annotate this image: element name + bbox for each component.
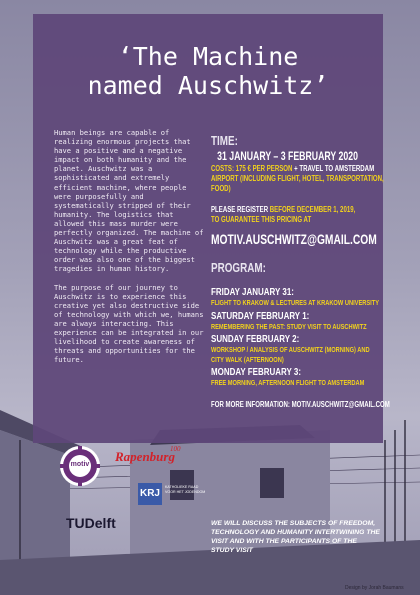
discussion-note: WE WILL DISCUSS THE SUBJECTS OF FREEDOM, TECHNOLOGY AND HUMANITY INTERTWINING THE VISIT AND WITH THE PARTICIPANTS OF THE STUDY VISIT xyxy=(211,520,380,554)
time-heading: TIME: xyxy=(211,133,238,148)
program-activity-1: FLIGHT TO KRAKOW & LECTURES AT KRAKOW UNIVERSITY xyxy=(211,298,380,307)
register-deadline: BEFORE DECEMBER 1, 2019, xyxy=(269,205,356,214)
program-activity-3: WORKSHOP / ANALYSIS OF AUSCHWITZ (MORNING) AND CITY WALK (AFTERNOON) xyxy=(211,345,370,364)
intro-text xyxy=(54,128,204,373)
costs-block xyxy=(211,164,384,194)
design-credit: Design by Jorah Baumans xyxy=(345,585,404,591)
costs-label: COSTS: 175 € PER PERSON xyxy=(211,164,293,173)
rapenburg-logo xyxy=(115,447,187,471)
intro-paragraph-2: The purpose of our journey to Auschwitz is to experience this creative yet also destructive side of technology with which we, humans are always interacting. This experience can be integrated in our livelihood to create awareness of threats and opportunities for the future. xyxy=(54,282,204,365)
poster-title xyxy=(33,42,383,100)
costs-includes: AIRPORT (INCLUDING FLIGHT, HOTEL, TRANSPORTATION, xyxy=(211,174,384,183)
register-block xyxy=(211,205,356,225)
program-activity-4: FREE MORNING, AFTERNOON FLIGHT TO AMSTERDAM xyxy=(211,378,365,387)
program-day-2: SATURDAY FEBRUARY 1: xyxy=(211,309,310,322)
intro-paragraph-1: Human beings are capable of realizing enormous projects that have a positive and a negative impact on both humanity and the planet. Auschwitz was a sophisticated and extremely efficient machine, where people were purposefully and systematically stripped of their humanity. The logistics that allowed this mass murder were perfectly organized. The machine of Auschwitz was a great feat of technology while the productive order was also one of the biggest tragedies in human history. xyxy=(54,128,204,274)
tudelft-text: TUDelft xyxy=(66,515,116,531)
program-list xyxy=(211,286,379,388)
title-line-2: named Auschwitz’ xyxy=(87,71,329,100)
krj-mark: KRJ xyxy=(138,483,162,505)
costs-travel: + TRAVEL TO AMSTERDAM xyxy=(294,164,375,173)
rapenburg-text: Rapenburg xyxy=(115,449,175,464)
program-day-4: MONDAY FEBRUARY 3: xyxy=(211,366,302,378)
rapenburg-number: 100 xyxy=(170,445,181,453)
motiv-logo xyxy=(60,446,100,486)
program-heading: PROGRAM: xyxy=(211,260,266,275)
register-guarantee: TO GUARANTEE THIS PRICING AT xyxy=(211,215,312,224)
program-day-3: SUNDAY FEBRUARY 2: xyxy=(211,333,300,345)
motiv-text: motiv xyxy=(70,461,90,468)
details-column xyxy=(211,133,390,410)
krj-name: KATHOLIEKE RAAD VOOR HET JODENDOM xyxy=(165,485,206,494)
contact-email[interactable]: MOTIV.AUSCHWITZ@GMAIL.COM xyxy=(211,232,377,247)
tudelft-logo xyxy=(66,515,126,535)
more-info[interactable]: FOR MORE INFORMATION: MOTIV.AUSCHWITZ@GMAIL.COM xyxy=(211,399,390,409)
krj-logo xyxy=(138,483,208,507)
program-activity-2: REMEMBERING THE PAST: STUDY VISIT TO AUSCHWITZ xyxy=(211,321,367,331)
register-please: PLEASE REGISTER xyxy=(211,205,270,214)
costs-food: FOOD) xyxy=(211,184,231,193)
event-dates: 31 JANUARY – 3 FEBRUARY 2020 xyxy=(217,151,358,163)
title-line-1: ‘The Machine xyxy=(117,42,299,71)
program-day-1: FRIDAY JANUARY 31: xyxy=(211,286,294,298)
